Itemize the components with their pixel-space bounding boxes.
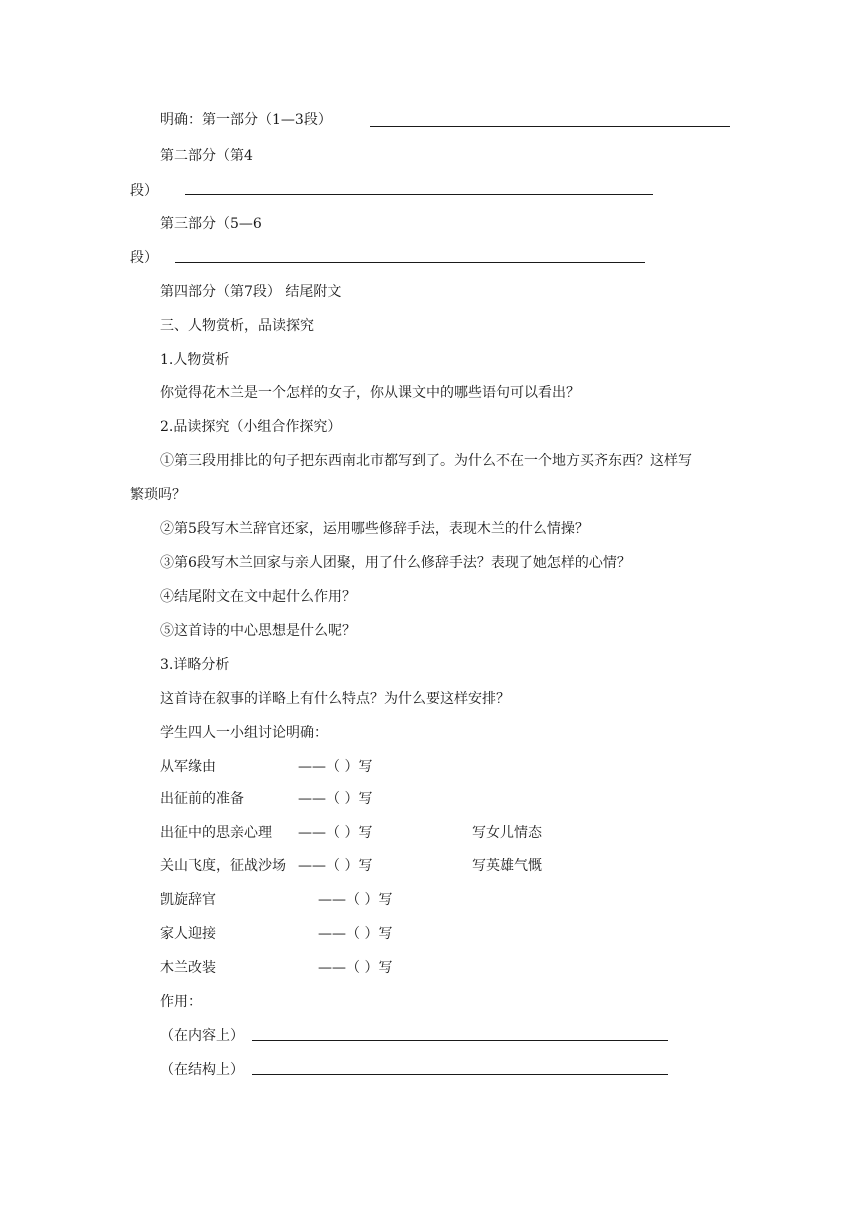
- sub1-question: 你觉得花木兰是一个怎样的女子，你从课文中的哪些语句可以看出？: [160, 385, 580, 401]
- sub2-title: 2.品读探究（小组合作探究）: [160, 419, 342, 435]
- sub3-title: 3.详略分析: [160, 657, 230, 673]
- question-1-line2: 繁琐吗？: [130, 487, 186, 503]
- content-label: （在内容上）: [160, 1028, 244, 1044]
- row-fill[interactable]: ——（ ）写: [318, 960, 393, 976]
- sub3-question: 这首诗在叙事的详略上有什么特点？为什么要这样安排？: [160, 691, 510, 707]
- row-fill[interactable]: ——（ ）写: [298, 858, 373, 874]
- answer-blank-structure[interactable]: [252, 1074, 668, 1075]
- outline-part2-tail: 段）: [130, 183, 158, 199]
- row-fill[interactable]: ——（ ）写: [298, 759, 373, 775]
- question-4: ④结尾附文在文中起什么作用？: [160, 589, 356, 605]
- row-event: 出征中的思亲心理: [160, 825, 272, 841]
- row-event: 木兰改装: [160, 960, 216, 976]
- question-1-line1: ①第三段用排比的句子把东西南北市都写到了。为什么不在一个地方买齐东西？这样写: [160, 453, 692, 469]
- answer-blank-part1[interactable]: [370, 126, 730, 127]
- sub1-title: 1.人物赏析: [160, 352, 230, 368]
- question-3: ③第6段写木兰回家与亲人团聚，用了什么修辞手法？表现了她怎样的心情？: [160, 555, 631, 571]
- row-event: 关山飞度，征战沙场: [160, 858, 286, 874]
- outline-part4: 第四部分（第7段） 结尾附文: [160, 284, 342, 300]
- row-note: 写英雄气慨: [472, 858, 542, 874]
- row-event: 家人迎接: [160, 926, 216, 942]
- section3-heading: 三、人物赏析，品读探究: [160, 318, 314, 334]
- row-event: 从军缘由: [160, 759, 216, 775]
- discussion-label: 学生四人一小组讨论明确：: [160, 725, 328, 741]
- answer-blank-content[interactable]: [252, 1040, 668, 1041]
- row-event: 凯旋辞官: [160, 892, 216, 908]
- answer-blank-part3[interactable]: [175, 262, 645, 263]
- row-fill[interactable]: ——（ ）写: [298, 791, 373, 807]
- row-fill[interactable]: ——（ ）写: [318, 892, 393, 908]
- row-note: 写女儿情态: [472, 825, 542, 841]
- outline-intro: 明确：第一部分（1—3段）: [160, 112, 332, 128]
- outline-part3-tail: 段）: [130, 250, 158, 266]
- question-2: ②第5段写木兰辞官还家，运用哪些修辞手法，表现木兰的什么情操？: [160, 521, 589, 537]
- outline-part3: 第三部分（5—6: [160, 216, 262, 232]
- structure-label: （在结构上）: [160, 1062, 244, 1078]
- effect-title: 作用：: [160, 994, 202, 1010]
- row-fill[interactable]: ——（ ）写: [318, 926, 393, 942]
- answer-blank-part2[interactable]: [185, 194, 653, 195]
- row-fill[interactable]: ——（ ）写: [298, 825, 373, 841]
- row-event: 出征前的准备: [160, 791, 244, 807]
- question-5: ⑤这首诗的中心思想是什么呢？: [160, 623, 356, 639]
- outline-part2: 第二部分（第4: [160, 148, 253, 164]
